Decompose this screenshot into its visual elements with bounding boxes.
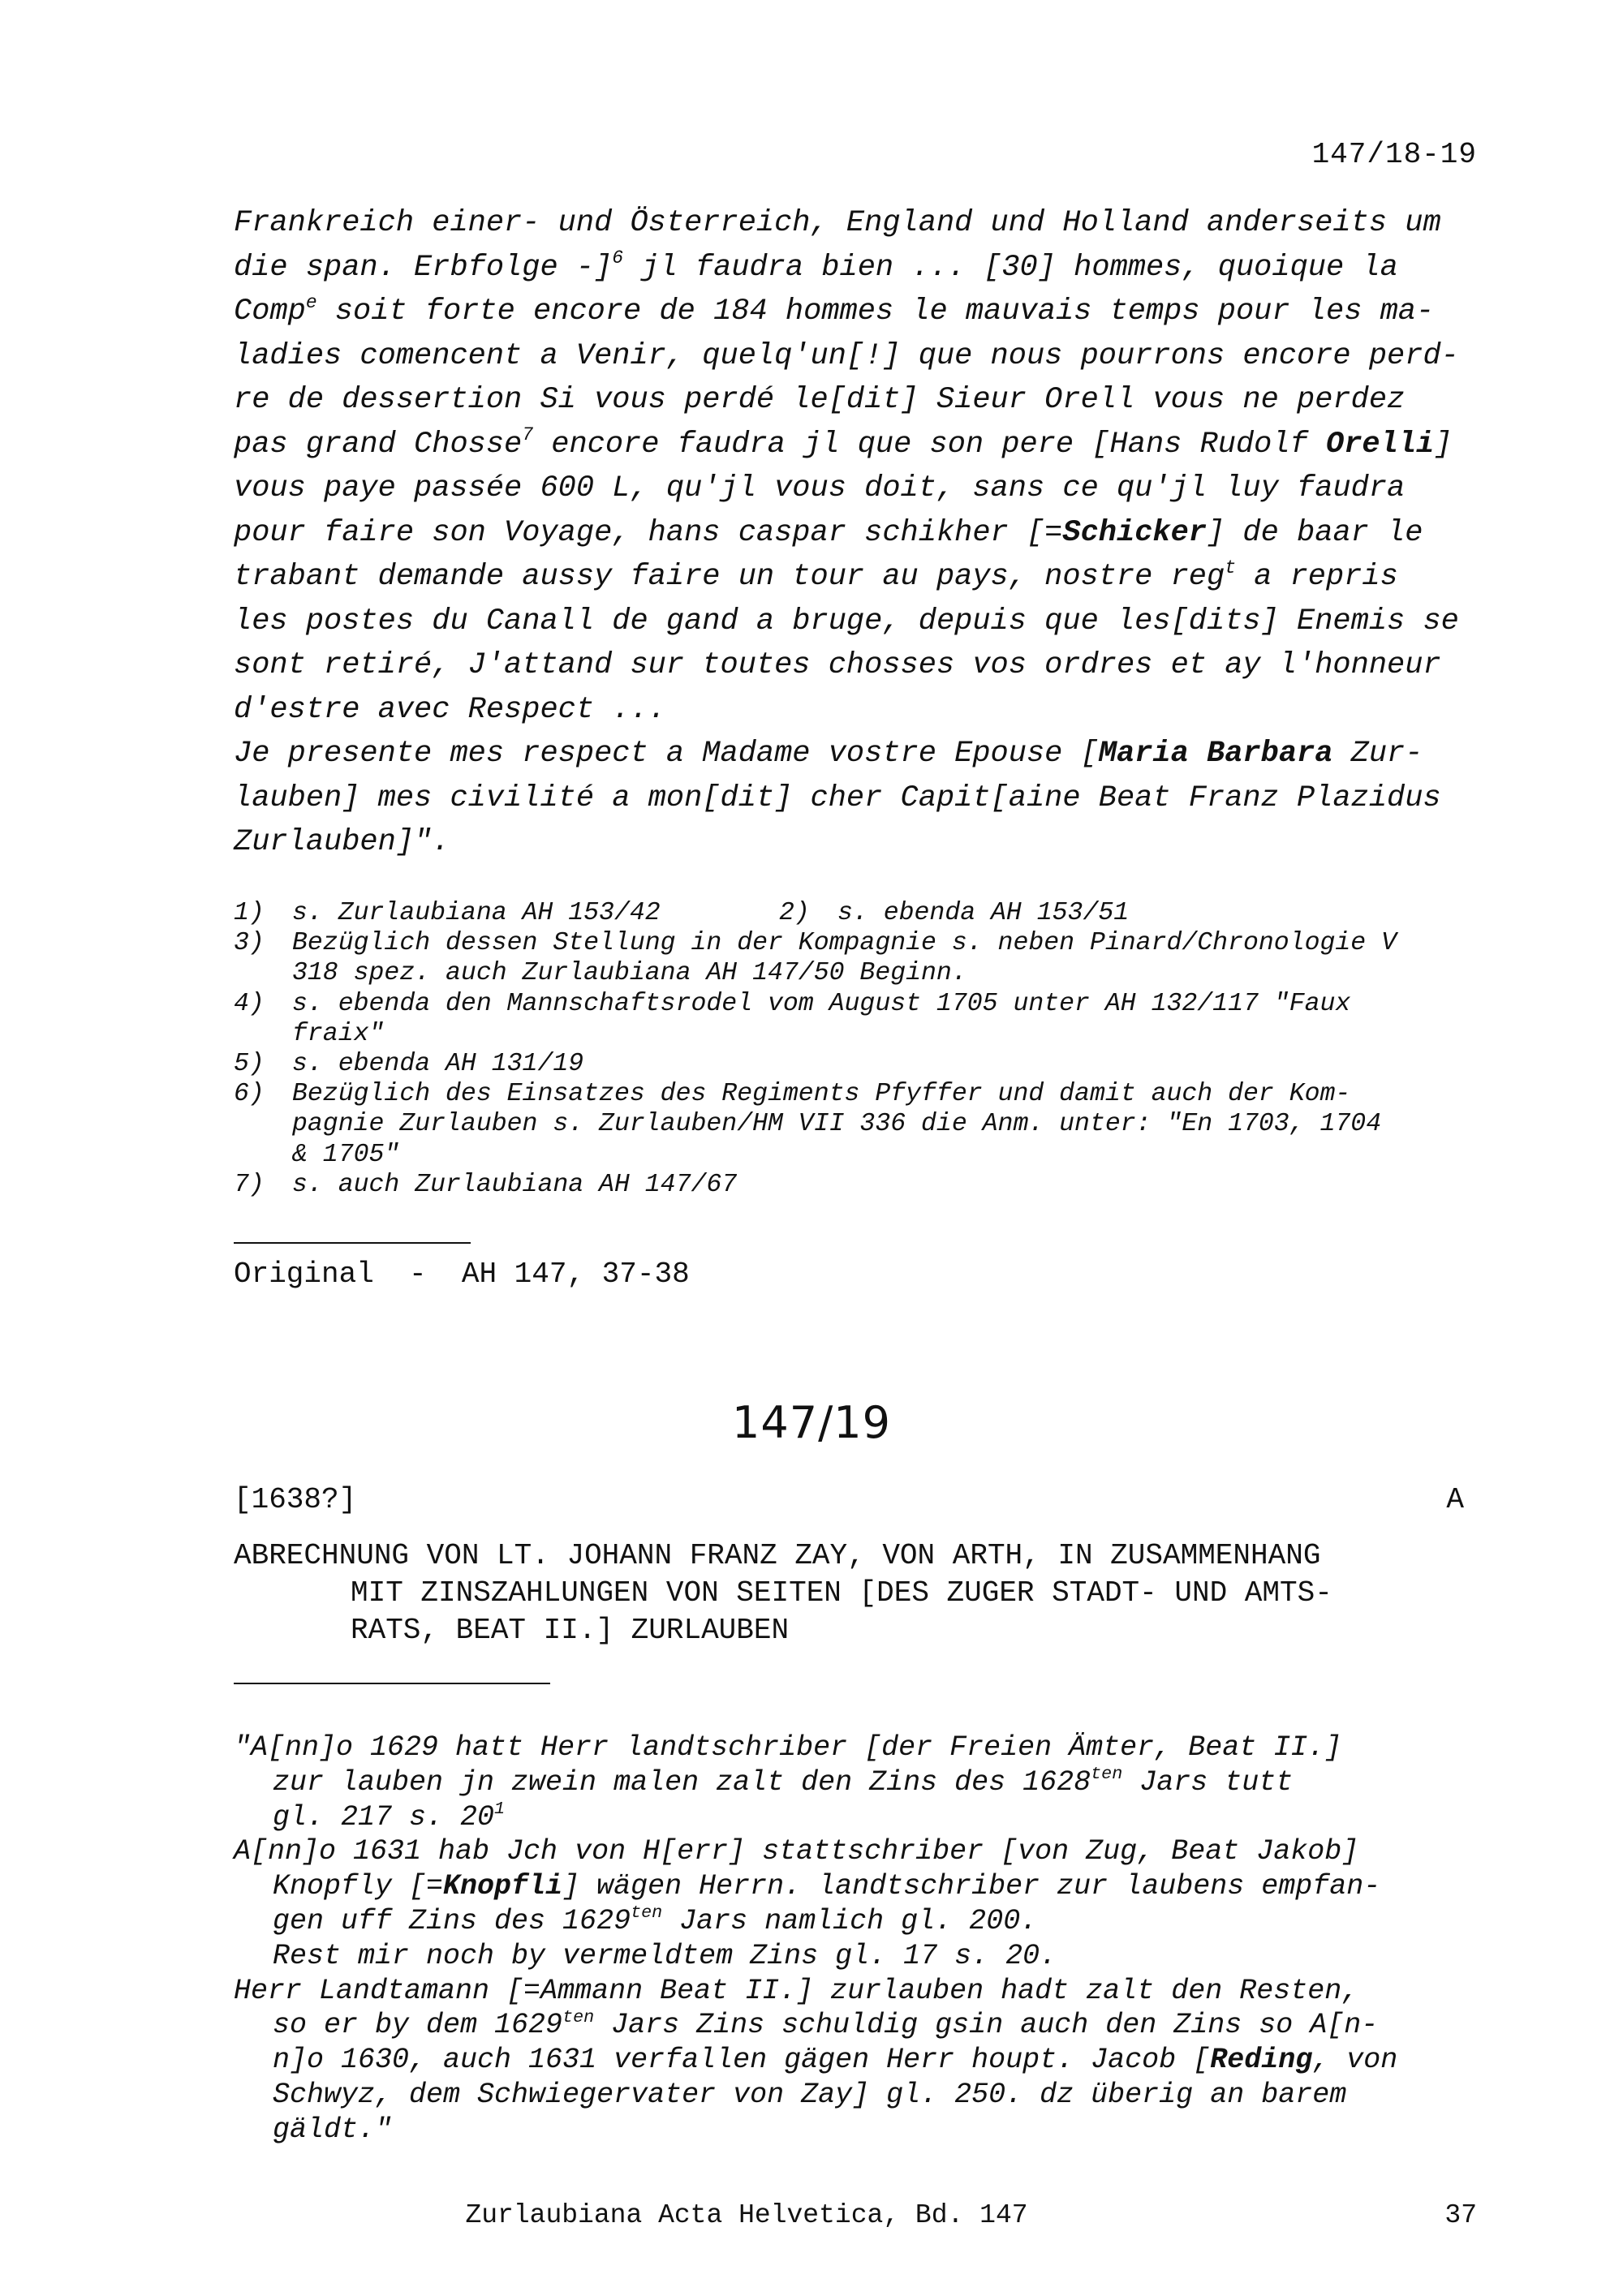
quote-line bbox=[234, 1765, 1500, 1800]
text-run: encore faudra jl que son pere [Hans Rudolf bbox=[533, 427, 1326, 462]
text-run: lauben] mes civilité a mon[dit] cher Capit[aine Beat Franz Plazidus bbox=[234, 780, 1441, 815]
text-run: Zurlauben]". bbox=[234, 825, 450, 859]
text-line bbox=[234, 201, 1483, 246]
quote-line bbox=[234, 2078, 1500, 2113]
text-run: pour faire son Voyage, hans caspar schikher [= bbox=[234, 515, 1063, 550]
divider-rule bbox=[234, 1242, 471, 1244]
footnote bbox=[234, 1049, 1500, 1079]
footnote-text: s. auch Zurlaubiana AH 147/67 bbox=[292, 1170, 738, 1199]
bold-name: Schicker bbox=[1062, 515, 1208, 550]
superscript: ten bbox=[1091, 1764, 1123, 1785]
text-run: , von bbox=[1312, 2044, 1398, 2077]
superscript: e bbox=[305, 291, 317, 313]
text-run: die span. Erbfolge -] bbox=[234, 250, 613, 285]
footnote-text: s. ebenda den Mannschaftsrodel vom August 1705 unter AH 132/117 "Faux bbox=[292, 989, 1351, 1018]
text-run: Frankreich einer- und Österreich, England und Holland anderseits um bbox=[234, 206, 1441, 240]
text-line bbox=[234, 334, 1483, 379]
footer-title: Zurlaubiana Acta Helvetica, Bd. 147 bbox=[465, 2200, 1028, 2230]
superscript: t bbox=[1225, 557, 1236, 578]
text-run: ] de baar le bbox=[1207, 515, 1423, 550]
text-line bbox=[234, 467, 1483, 511]
text-line bbox=[234, 820, 1483, 865]
text-run: ] bbox=[1434, 427, 1453, 462]
footnote-text: Bezüglich des Einsatzes des Regiments Pfyffer und damit auch der Kom- bbox=[292, 1080, 1351, 1109]
text-line bbox=[234, 643, 1483, 688]
heading-line: ABRECHNUNG VON LT. JOHANN FRANZ ZAY, VON ARTH, IN ZUSAMMENHANG bbox=[234, 1539, 1321, 1572]
footnote-continuation: & 1705" bbox=[292, 1140, 400, 1169]
quote-line bbox=[234, 1834, 1500, 1869]
heading-line: RATS, BEAT II.] ZURLAUBEN bbox=[351, 1614, 790, 1647]
footnote-text: s. ebenda AH 153/51 bbox=[837, 899, 1130, 927]
text-run: Jars namlich gl. 200. bbox=[662, 1904, 1038, 1937]
footnote-text: Bezüglich dessen Stellung in der Kompagnie s. neben Pinard/Chronologie V bbox=[292, 929, 1397, 958]
text-run: so er by dem 1629 bbox=[273, 2009, 563, 2042]
text-run: gl. 217 s. 20 bbox=[273, 1800, 495, 1834]
quote-line bbox=[234, 2113, 1500, 2148]
quote-line bbox=[234, 1869, 1500, 1904]
running-head: 147/18-19 bbox=[1311, 138, 1477, 171]
document-type: A bbox=[1446, 1483, 1464, 1516]
quote-line bbox=[234, 1974, 1500, 2009]
text-run: Zur- bbox=[1332, 737, 1423, 771]
text-run: A[nn]o 1631 hab Jch von H[err] stattschriber [von Zug, Beat Jakob] bbox=[234, 1835, 1359, 1868]
text-line bbox=[234, 732, 1483, 776]
document-heading bbox=[234, 1537, 1500, 1649]
text-run: gäldt." bbox=[273, 2113, 393, 2146]
text-run: Knopfly [= bbox=[273, 1870, 444, 1903]
text-run: Comp bbox=[234, 295, 306, 329]
quote-line bbox=[234, 1800, 1500, 1835]
heading-line: MIT ZINSZAHLUNGEN VON SEITEN [DES ZUGER STADT- UND AMTS- bbox=[351, 1576, 1332, 1610]
footnote-text: s. Zurlaubiana AH 153/42 bbox=[292, 899, 661, 927]
text-line bbox=[234, 246, 1483, 290]
footnote-number: 2) bbox=[779, 899, 810, 927]
text-run: re de dessertion Si vous perdé le[dit] Sieur Orell vous ne perdez bbox=[234, 383, 1406, 417]
footnote-number: 6) bbox=[234, 1080, 265, 1109]
quote-line bbox=[234, 1904, 1500, 1939]
text-run: zur lauben jn zwein malen zalt den Zins des 1628 bbox=[273, 1765, 1091, 1799]
text-run: a repris bbox=[1235, 560, 1398, 594]
text-run: Je presente mes respect a Madame vostre Epouse [ bbox=[234, 737, 1099, 771]
text-run: ladies comencent a Venir, quelq'un[!] que nous pourrons encore perd- bbox=[234, 338, 1459, 373]
superscript: 1 bbox=[494, 1798, 506, 1819]
text-run: n]o 1630, auch 1631 verfallen gägen Herr houpt. Jacob [ bbox=[273, 2044, 1211, 2077]
text-run: jl faudra bien ... [30] hommes, quoique la bbox=[623, 250, 1398, 285]
text-line bbox=[234, 776, 1483, 821]
footnote bbox=[234, 989, 1500, 1019]
footnote-number: 4) bbox=[234, 989, 265, 1018]
text-run: soit forte encore de 184 hommes le mauvais temps pour les ma- bbox=[316, 295, 1435, 329]
text-run: trabant demande aussy faire un tour au pays, nostre reg bbox=[234, 560, 1225, 594]
text-line bbox=[234, 688, 1483, 733]
text-run: vous paye passée 600 L, qu'jl vous doit, sans ce qu'jl luy faudra bbox=[234, 471, 1406, 505]
text-line bbox=[234, 423, 1483, 467]
quote-line bbox=[234, 1939, 1500, 1974]
footnote bbox=[234, 928, 1500, 958]
footnote-continuation: 318 spez. auch Zurlaubiana AH 147/50 Beginn. bbox=[292, 959, 967, 988]
footnote-number: 7) bbox=[234, 1170, 265, 1199]
section-number: 147/19 bbox=[732, 1397, 891, 1448]
superscript: ten bbox=[562, 2006, 595, 2027]
text-run: d'estre avec Respect ... bbox=[234, 692, 666, 727]
superscript: ten bbox=[631, 1903, 663, 1924]
text-line bbox=[234, 290, 1483, 334]
text-run: les postes du Canall de gand a bruge, depuis que les[dits] Enemis se bbox=[234, 604, 1459, 638]
text-run: "A[nn]o 1629 hatt Herr landtschriber [der Freien Ämter, Beat II.] bbox=[234, 1731, 1342, 1764]
footnote-continuation: fraix" bbox=[292, 1019, 385, 1048]
text-line bbox=[234, 555, 1483, 600]
text-line bbox=[234, 511, 1483, 556]
text-run: Jars Zins schuldig gsin auch den Zins so A[n- bbox=[594, 2009, 1379, 2042]
letter-text bbox=[234, 201, 1483, 865]
footnote bbox=[234, 1170, 1500, 1200]
text-run: ] wägen Herrn. landtschriber zur laubens empfan- bbox=[562, 1870, 1381, 1903]
quote-line bbox=[234, 2008, 1500, 2043]
bold-name: Knopfli bbox=[443, 1870, 563, 1903]
document-date: [1638?] bbox=[234, 1483, 357, 1516]
text-run: pas grand Chosse bbox=[234, 427, 523, 462]
footnote-number: 5) bbox=[234, 1049, 265, 1078]
footnote-continuation: pagnie Zurlauben s. Zurlauben/HM VII 336 die Anm. unter: "En 1703, 1704 bbox=[292, 1110, 1382, 1139]
divider-rule bbox=[234, 1683, 550, 1684]
text-line bbox=[234, 378, 1483, 423]
footnote-text: s. ebenda AH 131/19 bbox=[292, 1049, 584, 1078]
text-run: Jars tutt bbox=[1122, 1765, 1294, 1799]
footnote-number: 3) bbox=[234, 929, 265, 958]
text-run: Herr Landtamann [=Ammann Beat II.] zurlauben hadt zalt den Resten, bbox=[234, 1974, 1359, 2007]
footnotes bbox=[234, 898, 1500, 1200]
superscript: 7 bbox=[522, 424, 534, 446]
bold-name: Orelli bbox=[1326, 427, 1435, 462]
bold-name: Reding bbox=[1210, 2044, 1313, 2077]
original-reference: Original - AH 147, 37-38 bbox=[234, 1258, 690, 1291]
footnote bbox=[234, 898, 1500, 928]
quote-line bbox=[234, 1731, 1500, 1765]
text-run: gen uff Zins des 1629 bbox=[273, 1904, 631, 1937]
text-run: Schwyz, dem Schwiegervater von Zay] gl. 250. dz überig an barem bbox=[273, 2078, 1347, 2111]
footnote bbox=[234, 1079, 1500, 1109]
bold-name: Maria Barbara bbox=[1098, 737, 1333, 771]
footnote-number: 1) bbox=[234, 899, 265, 927]
superscript: 6 bbox=[612, 247, 624, 269]
quote-line bbox=[234, 2043, 1500, 2078]
quoted-text bbox=[234, 1731, 1500, 2148]
page-number: 37 bbox=[1444, 2200, 1477, 2230]
text-line bbox=[234, 600, 1483, 644]
text-run: Rest mir noch by vermeldtem Zins gl. 17 s. 20. bbox=[273, 1939, 1057, 1972]
text-run: sont retiré, J'attand sur toutes chosses vos ordres et ay l'honneur bbox=[234, 648, 1441, 682]
